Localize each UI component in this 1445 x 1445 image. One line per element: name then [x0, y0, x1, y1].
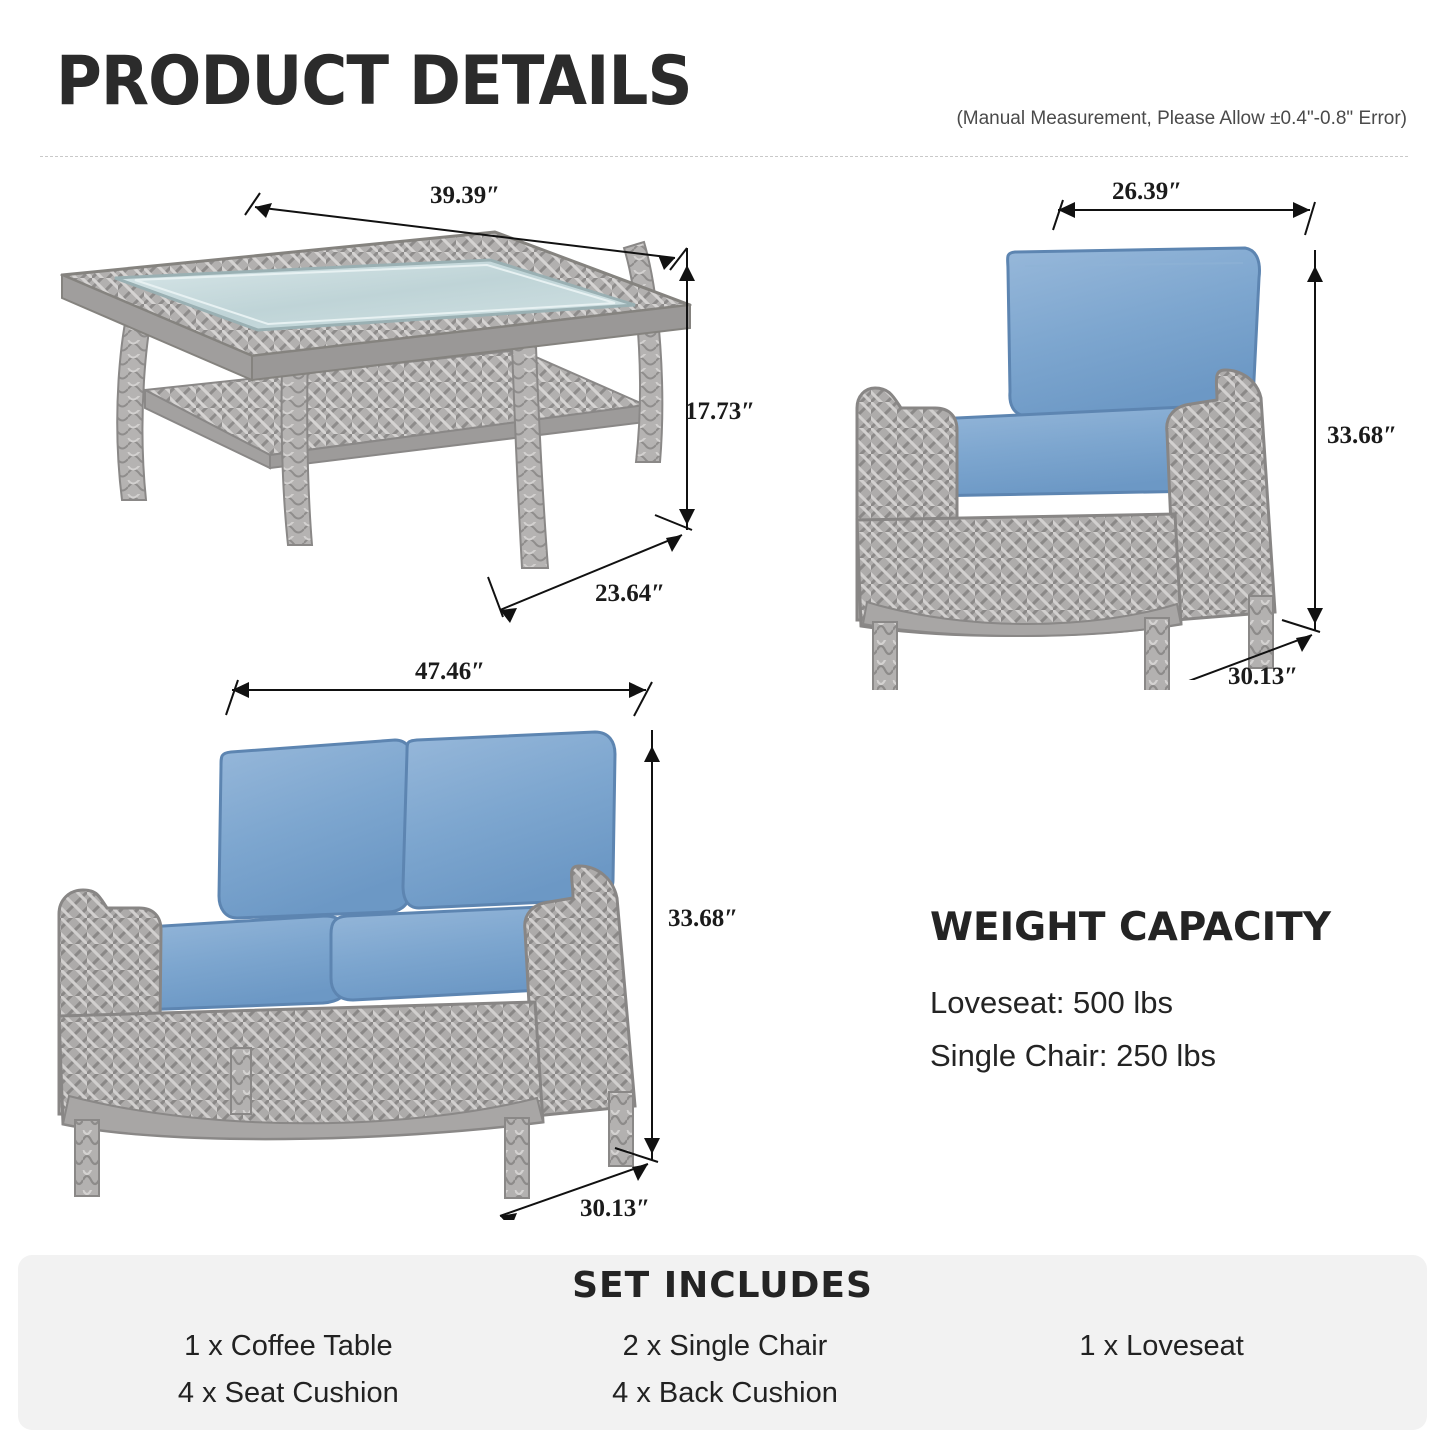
set-includes-item	[943, 1377, 1380, 1410]
header-divider	[40, 156, 1408, 157]
loveseat-depth-label: 30.13″	[580, 1195, 651, 1222]
loveseat-height-label: 33.68″	[668, 905, 739, 932]
loveseat-width-label: 47.46″	[415, 658, 486, 685]
set-includes-item: 4 x Seat Cushion	[177, 1377, 399, 1409]
set-includes-item: 1 x Loveseat	[1079, 1330, 1244, 1362]
loveseat-dimension-lines	[190, 660, 890, 1220]
measurement-disclaimer: (Manual Measurement, Please Allow ±0.4"-0.8" Error)	[956, 108, 1407, 129]
weight-capacity-loveseat: Loveseat: 500 lbs	[930, 985, 1174, 1020]
coffee-table-height-label: 17.73″	[685, 398, 756, 425]
weight-capacity-single-chair: Single Chair: 250 lbs	[930, 1038, 1217, 1073]
set-includes-item: 1 x Coffee Table	[184, 1330, 393, 1362]
coffee-table-dimension-lines	[200, 185, 900, 665]
single-chair-depth-label: 30.13″	[1228, 663, 1299, 690]
weight-capacity-title: WEIGHT CAPACITY	[930, 905, 1331, 950]
set-includes-item: 4 x Back Cushion	[612, 1377, 838, 1409]
set-includes-item: 2 x Single Chair	[622, 1330, 828, 1362]
set-includes-title: SET INCLUDES	[572, 1265, 873, 1306]
single-chair-width-label: 26.39″	[1112, 178, 1183, 205]
page-title: PRODUCT DETAILS	[56, 42, 692, 121]
single-chair-height-label: 33.68″	[1327, 422, 1398, 449]
set-includes-grid	[70, 1330, 1380, 1410]
coffee-table-width-label: 39.39″	[430, 182, 501, 209]
coffee-table-depth-label: 23.64″	[595, 580, 666, 607]
